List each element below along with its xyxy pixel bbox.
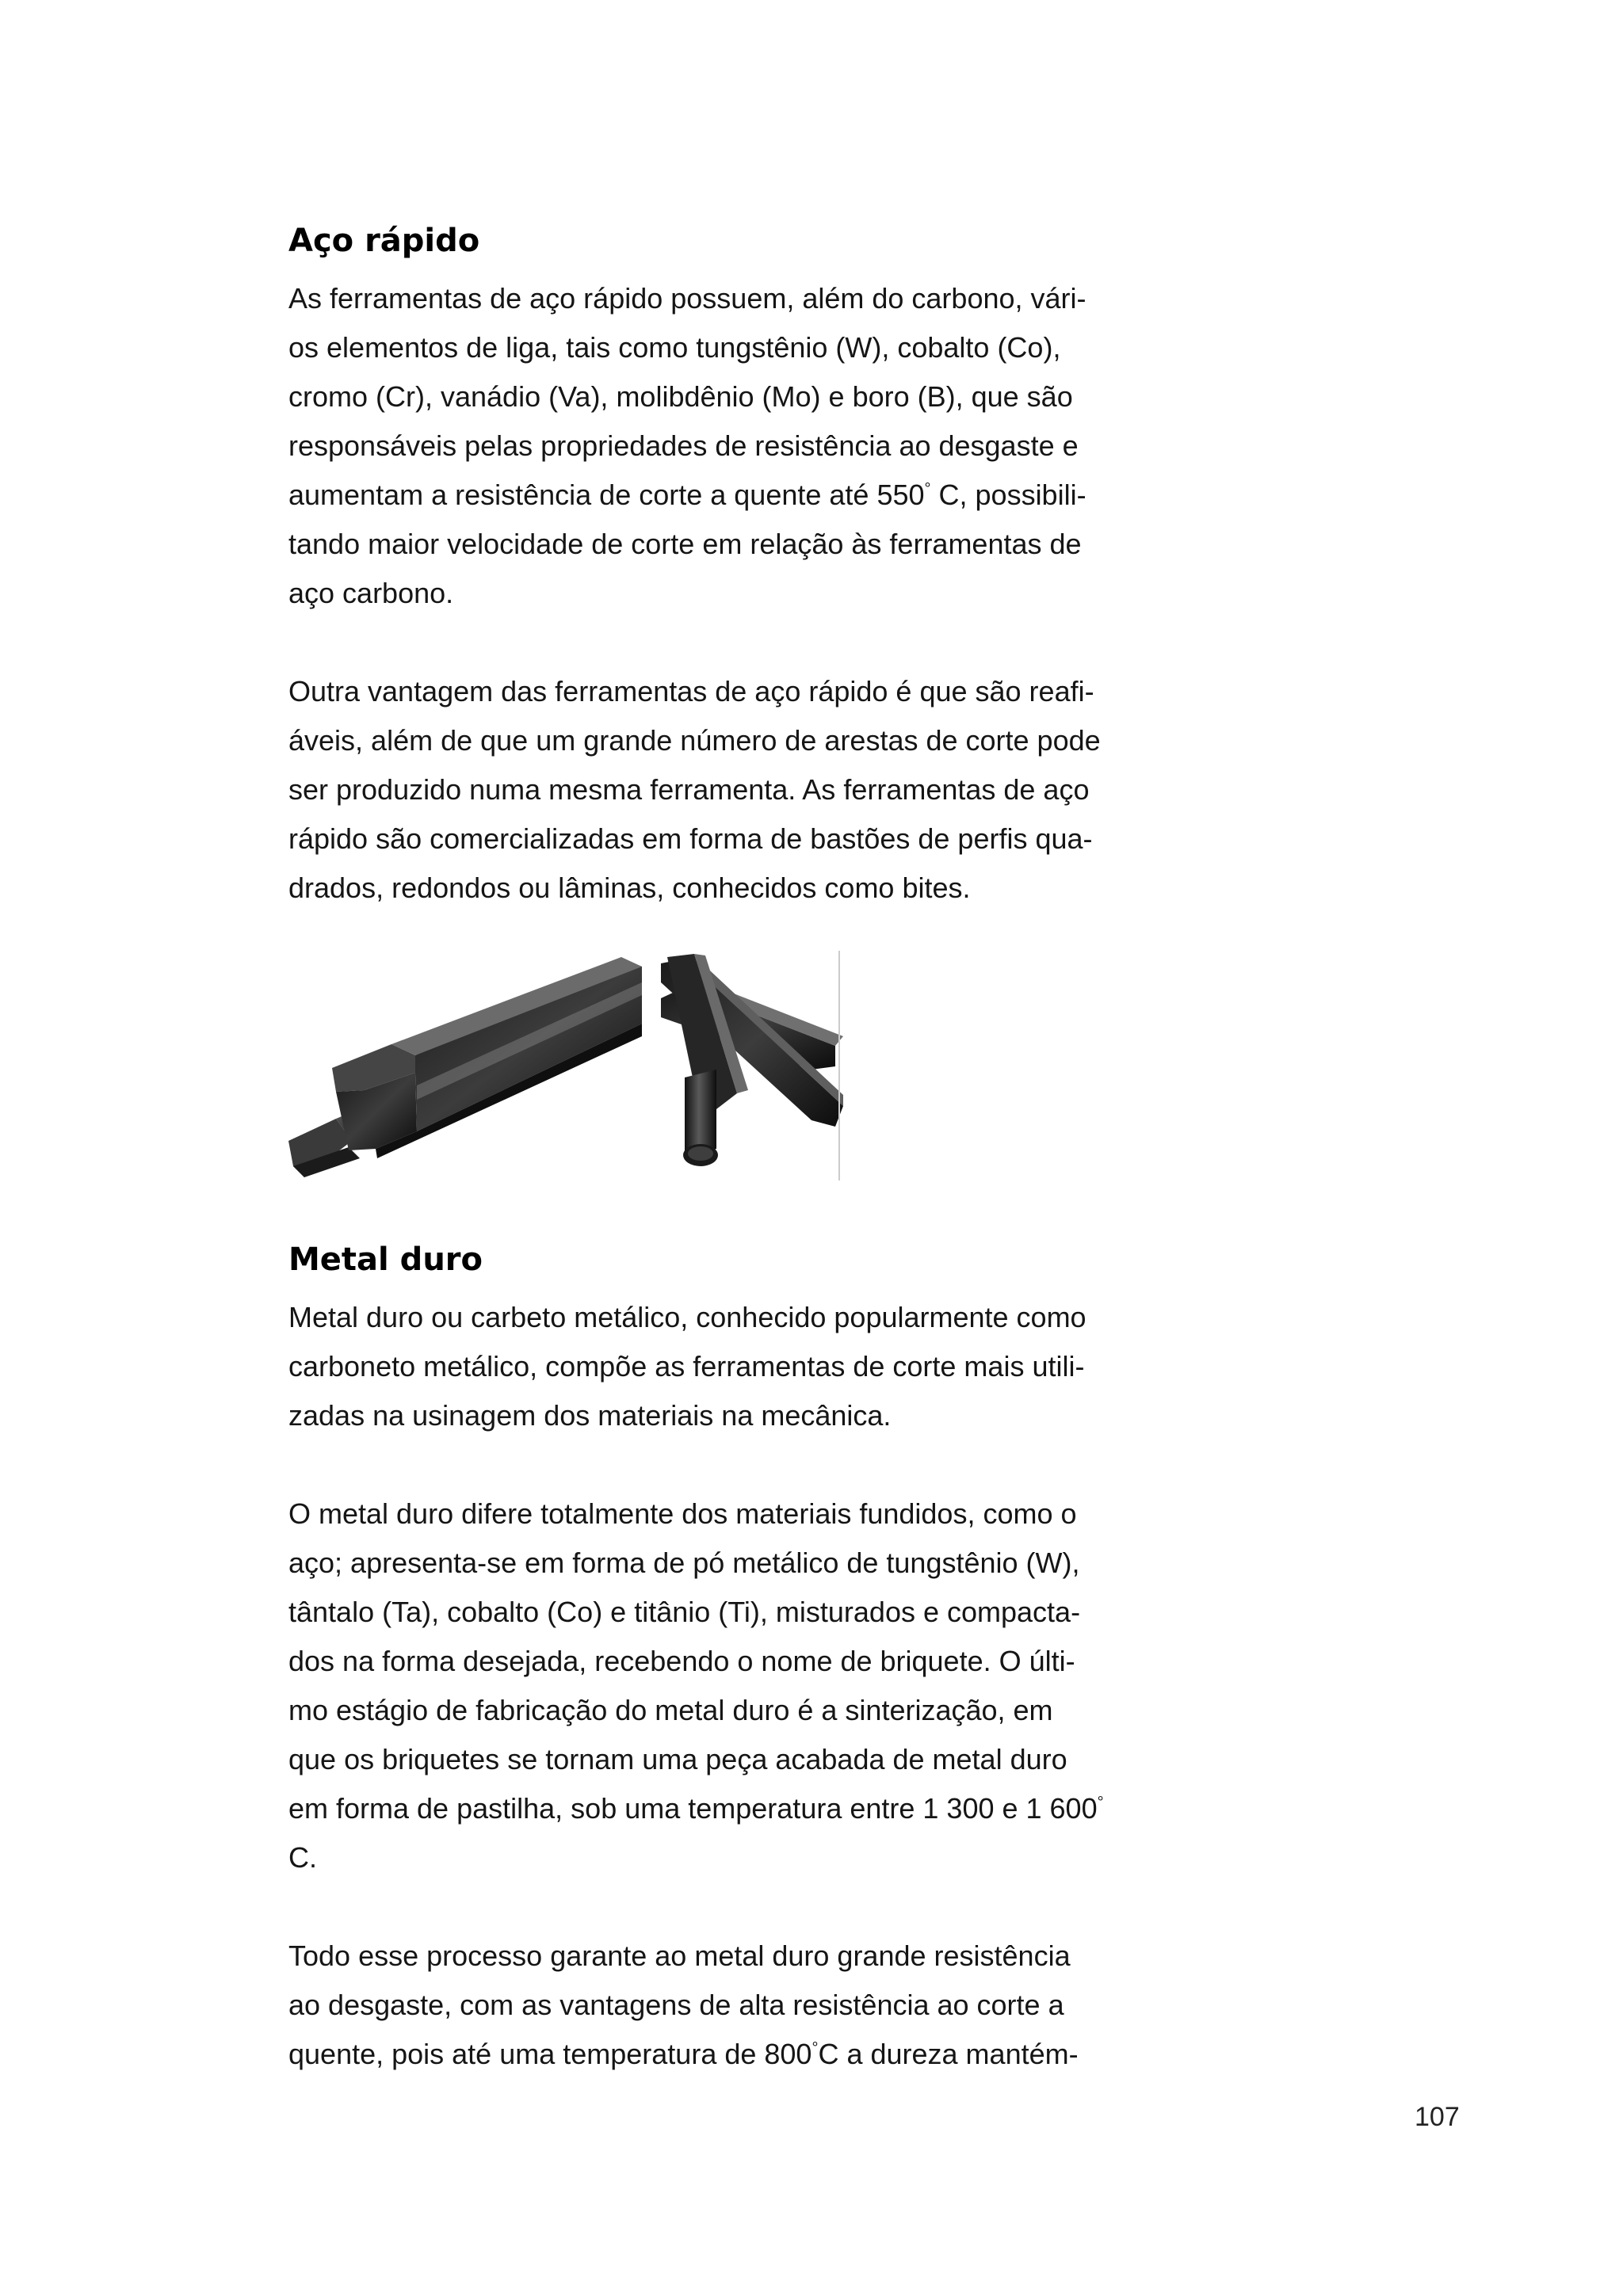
text-line (288, 1784, 1176, 1833)
text-line: zadas na usinagem dos materiais na mecânica. (288, 1399, 892, 1432)
paragraph-aco-rapido-1 (288, 274, 1176, 618)
text-fragment: C a dureza mantém- (818, 2038, 1079, 2070)
text-line: que os briquetes se tornam uma peça acabada de metal duro (288, 1743, 1067, 1775)
text-line: O metal duro difere totalmente dos materiais fundidos, como o (288, 1497, 1077, 1530)
text-line: aço carbono. (288, 577, 454, 609)
text-fragment: quente, pois até uma temperatura de 800 (288, 2038, 812, 2070)
degree-symbol: ° (924, 480, 931, 498)
text-line: ser produzido numa mesma ferramenta. As ferramentas de aço (288, 773, 1090, 806)
text-fragment: em forma de pastilha, sob uma temperatura entre 1 300 e 1 600 (288, 1792, 1098, 1825)
heading-metal-duro: Metal duro (288, 1241, 483, 1278)
text-line: áveis, além de que um grande número de arestas de corte pode (288, 724, 1101, 757)
text-line: rápido são comercializadas em forma de bastões de perfis qua- (288, 822, 1093, 855)
text-line: mo estágio de fabricação do metal duro é a sinterização, em (288, 1694, 1053, 1726)
text-line: aço; apresenta-se em forma de pó metálico de tungstênio (W), (288, 1547, 1080, 1579)
text-line: ao desgaste, com as vantagens de alta resistência ao corte a (288, 1989, 1064, 2021)
text-line: carboneto metálico, compõe as ferramentas de corte mais utili- (288, 1350, 1085, 1383)
paragraph-metal-duro-1 (288, 1293, 1176, 1440)
heading-aco-rapido: Aço rápido (288, 223, 480, 259)
tool-bits-photo-icon (288, 951, 843, 1180)
paragraph-aco-rapido-2 (288, 667, 1176, 913)
text-line: responsáveis pelas propriedades de resistência ao desgaste e (288, 429, 1079, 462)
text-fragment: C, possibili- (930, 479, 1086, 511)
text-line (288, 2030, 1176, 2079)
text-line: tando maior velocidade de corte em relação às ferramentas de (288, 528, 1082, 560)
text-line: Todo esse processo garante ao metal duro grande resistência (288, 1939, 1071, 1972)
text-line: os elementos de liga, tais como tungstênio (W), cobalto (Co), (288, 331, 1061, 364)
text-line: tântalo (Ta), cobalto (Co) e titânio (Ti), misturados e compacta- (288, 1596, 1081, 1628)
text-line: Outra vantagem das ferramentas de aço rápido é que são reafi- (288, 675, 1094, 707)
text-line: As ferramentas de aço rápido possuem, além do carbono, vári- (288, 282, 1086, 315)
text-fragment: aumentam a resistência de corte a quente até 550 (288, 479, 925, 511)
text-line: dos na forma desejada, recebendo o nome de briquete. O últi- (288, 1645, 1075, 1677)
page-number: 107 (1415, 2102, 1460, 2132)
tool-bits-figure (288, 951, 843, 1180)
degree-symbol: ° (812, 2039, 819, 2057)
degree-symbol: ° (1097, 1794, 1104, 1811)
text-line: Metal duro ou carbeto metálico, conhecido popularmente como (288, 1301, 1086, 1333)
text-line: drados, redondos ou lâminas, conhecidos como bites. (288, 871, 971, 904)
text-line: C. (288, 1841, 317, 1874)
text-line: cromo (Cr), vanádio (Va), molibdênio (Mo) e boro (B), que são (288, 380, 1073, 413)
paragraph-metal-duro-3 (288, 1932, 1176, 2079)
text-line (288, 471, 1176, 520)
paragraph-metal-duro-2 (288, 1489, 1176, 1882)
